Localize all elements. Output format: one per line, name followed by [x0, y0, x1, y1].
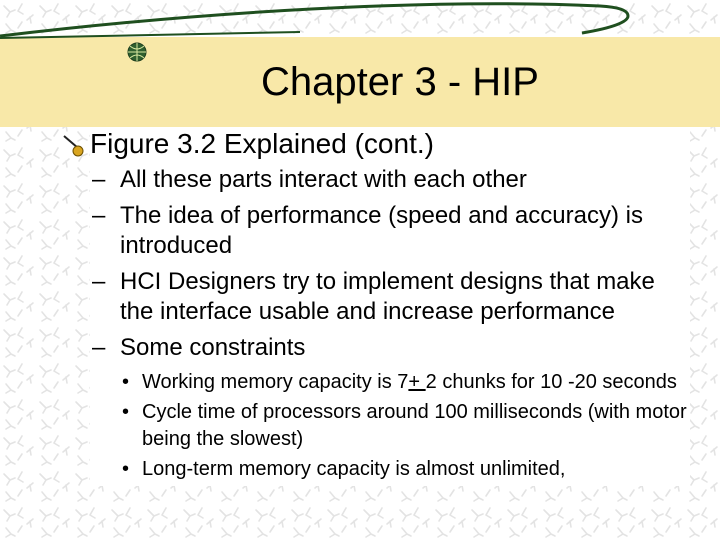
- dash-bullet: –: [92, 268, 106, 295]
- globe-icon: [128, 43, 146, 61]
- point-item: [92, 201, 690, 261]
- constraint-text: Long-term memory capacity is almost unlimited,: [142, 458, 566, 480]
- point-text: All these parts interact with each other: [120, 166, 527, 193]
- constraint-text: Cycle time of processors around 100 milliseconds (with motor being the slowest): [142, 401, 687, 450]
- point-text: Some constraints: [120, 334, 306, 361]
- plus-minus-underlined: +: [408, 371, 426, 393]
- slide-title: Chapter 3 - HIP: [261, 60, 539, 104]
- dash-bullet: –: [92, 166, 106, 193]
- constraint-text: Working memory capacity is 7: [142, 371, 409, 393]
- dash-bullet: –: [92, 334, 106, 361]
- dot-bullet: •: [122, 401, 130, 423]
- heading-text: Figure 3.2 Explained (cont.): [90, 128, 434, 159]
- slide-heading: [90, 127, 690, 161]
- dash-bullet: –: [92, 202, 106, 229]
- point-list: [92, 165, 690, 363]
- constraint-item: [122, 399, 690, 453]
- pen-bullet-icon: [62, 134, 84, 158]
- point-text: HCI Designers try to implement designs that make the interface usable and increase performance: [120, 268, 655, 325]
- point-item: [92, 267, 690, 327]
- dot-bullet: •: [122, 458, 130, 480]
- dot-bullet: •: [122, 371, 130, 393]
- slide-content: [90, 127, 690, 486]
- constraint-item: [122, 369, 690, 396]
- point-item: [92, 333, 690, 363]
- point-item: [92, 165, 690, 195]
- constraint-item: [122, 456, 690, 483]
- constraint-list: [122, 369, 690, 483]
- point-text: The idea of performance (speed and accuracy) is introduced: [120, 202, 643, 259]
- constraint-text-end: 2 chunks for 10 -20 seconds: [425, 371, 677, 393]
